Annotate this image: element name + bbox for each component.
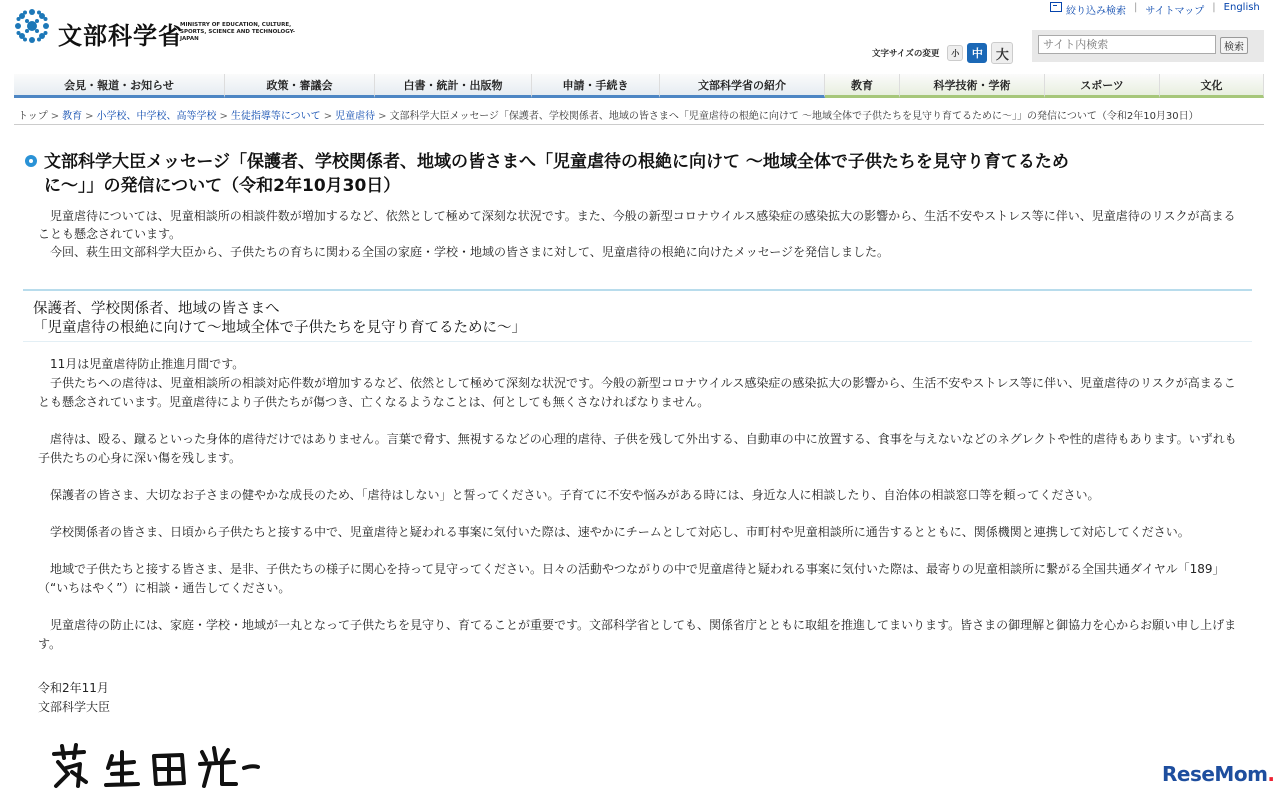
nav-item-education[interactable]: 教育: [825, 74, 900, 98]
page-title: [44, 150, 1224, 198]
logo-text[interactable]: 文部科学省: [58, 22, 183, 50]
message-sender: 文部科学大臣: [38, 700, 111, 714]
separator: |: [1134, 2, 1138, 13]
message-paragraph: 学校関係者の皆さま、日頃から子供たちと接する中で、児童虐待と疑われる事案に気付いた際は、速やかにチームとして対応し、市町村や児童相談所に通告するとともに、関係機関と連携して対応してください。: [50, 525, 1190, 539]
utility-links: [1050, 2, 1260, 17]
message-date: 令和2年11月: [38, 681, 109, 695]
font-size-label: 文字サイズの変更: [872, 49, 940, 59]
nav-item-culture[interactable]: 文化: [1160, 74, 1264, 98]
message-paragraph: 保護者の皆さま、大切なお子さまの健やかな成長のため、「虐待はしない」と誓ってください。子育てに不安や悩みがある時には、身近な人に相談したり、自治体の相談窓口等を頼ってください。: [50, 488, 1100, 502]
search-button[interactable]: 検索: [1220, 37, 1248, 54]
message-heading-line1: 保護者、学校関係者、地域の皆さまへ: [33, 301, 280, 317]
nav-item-about[interactable]: 文部科学省の紹介: [660, 74, 825, 98]
intro-paragraph: 児童虐待については、児童相談所の相談件数が増加するなど、依然として極めて深刻な状況です。また、今般の新型コロナウイルス感染症の感染拡大の影響から、生活不安やストレス等に伴い、児童虐待のリスクが高まることも懸念されています。: [38, 209, 1236, 241]
resemom-watermark: ReseMom.: [1162, 762, 1275, 786]
page-title-line2: に～」」の発信について（令和2年10月30日）: [44, 176, 401, 196]
breadcrumb-student-guidance[interactable]: 生徒指導等について: [230, 111, 321, 122]
nav-item-policy[interactable]: 政策・審議会: [225, 74, 375, 98]
message-paragraph: 子供たちへの虐待は、児童相談所の相談対応件数が増加するなど、依然として極めて深刻な状況です。今般の新型コロナウイルス感染症の感染拡大の影響から、生活不安やストレス等に伴い、児童虐待のリスクが高まることも懸念されています。児童虐待により子供たちが傷つき、亡くなるようなことは、何としても無くさなければなりません。: [38, 376, 1236, 409]
nav-item-science[interactable]: 科学技術・学術: [900, 74, 1045, 98]
breadcrumb-child-abuse[interactable]: 児童虐待: [335, 111, 376, 122]
message-paragraph: 11月は児童虐待防止推進月間です。: [50, 357, 245, 371]
english-link[interactable]: English: [1223, 2, 1260, 13]
site-search-input[interactable]: [1038, 35, 1216, 54]
breadcrumb: トップ > 教育 > 小学校、中学校、高等学校 > 生徒指導等について > 児童虐待 > 文部科学大臣メッセージ「保護者、学校関係者、地域の皆さまへ「児童虐待の根絶に向けて ～地域全体で子供たちを見守り育てるために～」」の発信について（令和2年10月30日）: [18, 111, 1199, 122]
message-paragraph: 虐待は、殴る、蹴るといった身体的虐待だけではありません。言葉で脅す、無視するなどの心理的虐待、子供を残して外出する、自動車の中に放置する、食事を与えないなどのネグレクトや性的虐待もあります。いずれも子供たちの心身に深い傷を残します。: [38, 432, 1237, 465]
sitemap-link[interactable]: サイトマップ: [1145, 6, 1205, 17]
filter-search-icon: [1050, 2, 1062, 12]
message-heading-line2: 「児童虐待の根絶に向けて～地域全体で子供たちを見守り育てるために～」: [33, 320, 526, 336]
nav-item-applications[interactable]: 申請・手続き: [532, 74, 660, 98]
breadcrumb-top[interactable]: トップ: [18, 111, 48, 122]
message-body: [38, 355, 1242, 654]
font-size-medium-button[interactable]: 中: [967, 43, 987, 63]
breadcrumb-education[interactable]: 教育: [62, 111, 83, 122]
nav-item-sports[interactable]: スポーツ: [1045, 74, 1160, 98]
title-bullet-icon: [25, 155, 37, 167]
global-nav: [14, 74, 1264, 98]
intro-paragraph: 今回、萩生田文部科学大臣から、子供たちの育ちに関わる全国の家庭・学校・地域の皆さまに対して、児童虐待の根絶に向けたメッセージを発信しました。: [50, 245, 890, 259]
ministry-logo-icon[interactable]: [14, 8, 50, 44]
divider: [14, 124, 1264, 125]
font-size-small-button[interactable]: 小: [947, 45, 963, 61]
filter-search-link[interactable]: 絞り込み検索: [1066, 6, 1126, 17]
intro-text: [38, 207, 1242, 261]
logo-english-text: MINISTRY OF EDUCATION, CULTURE, SPORTS, SCIENCE AND TECHNOLOGY-JAPAN: [180, 22, 296, 42]
breadcrumb-schools[interactable]: 小学校、中学校、高等学校: [96, 111, 217, 122]
font-size-large-button[interactable]: 大: [991, 42, 1013, 64]
page-title-line1: 文部科学大臣メッセージ「保護者、学校関係者、地域の皆さまへ「児童虐待の根絶に向けて ～地域全体で子供たちを見守り育てるため: [44, 152, 1069, 172]
separator: |: [1212, 2, 1216, 13]
message-paragraph: 地域で子供たちと接する皆さま、是非、子供たちの様子に関心を持って見守ってください。日々の活動やつながりの中で児童虐待と疑われる事案に気付いた際は、最寄りの児童相談所に繋がる全国共通ダイヤル「189」（“いちはやく”）に相談・通告してください。: [38, 562, 1225, 595]
message-heading: [23, 289, 1252, 342]
nav-item-publications[interactable]: 白書・統計・出版物: [375, 74, 532, 98]
nav-item-press[interactable]: 会見・報道・お知らせ: [14, 74, 225, 98]
message-paragraph: 児童虐待の防止には、家庭・学校・地域が一丸となって子供たちを見守り、育てることが重要です。文部科学省としても、関係省庁とともに取組を推進してまいります。皆さまの御理解と御協力を心からお願い申し上げます。: [38, 618, 1237, 651]
breadcrumb-current: 文部科学大臣メッセージ「保護者、学校関係者、地域の皆さまへ「児童虐待の根絶に向けて ～地域全体で子供たちを見守り育てるために～」」の発信について（令和2年10月30日）: [389, 111, 1199, 122]
font-size-switcher: [872, 42, 1017, 64]
handwritten-signature: [50, 742, 260, 792]
